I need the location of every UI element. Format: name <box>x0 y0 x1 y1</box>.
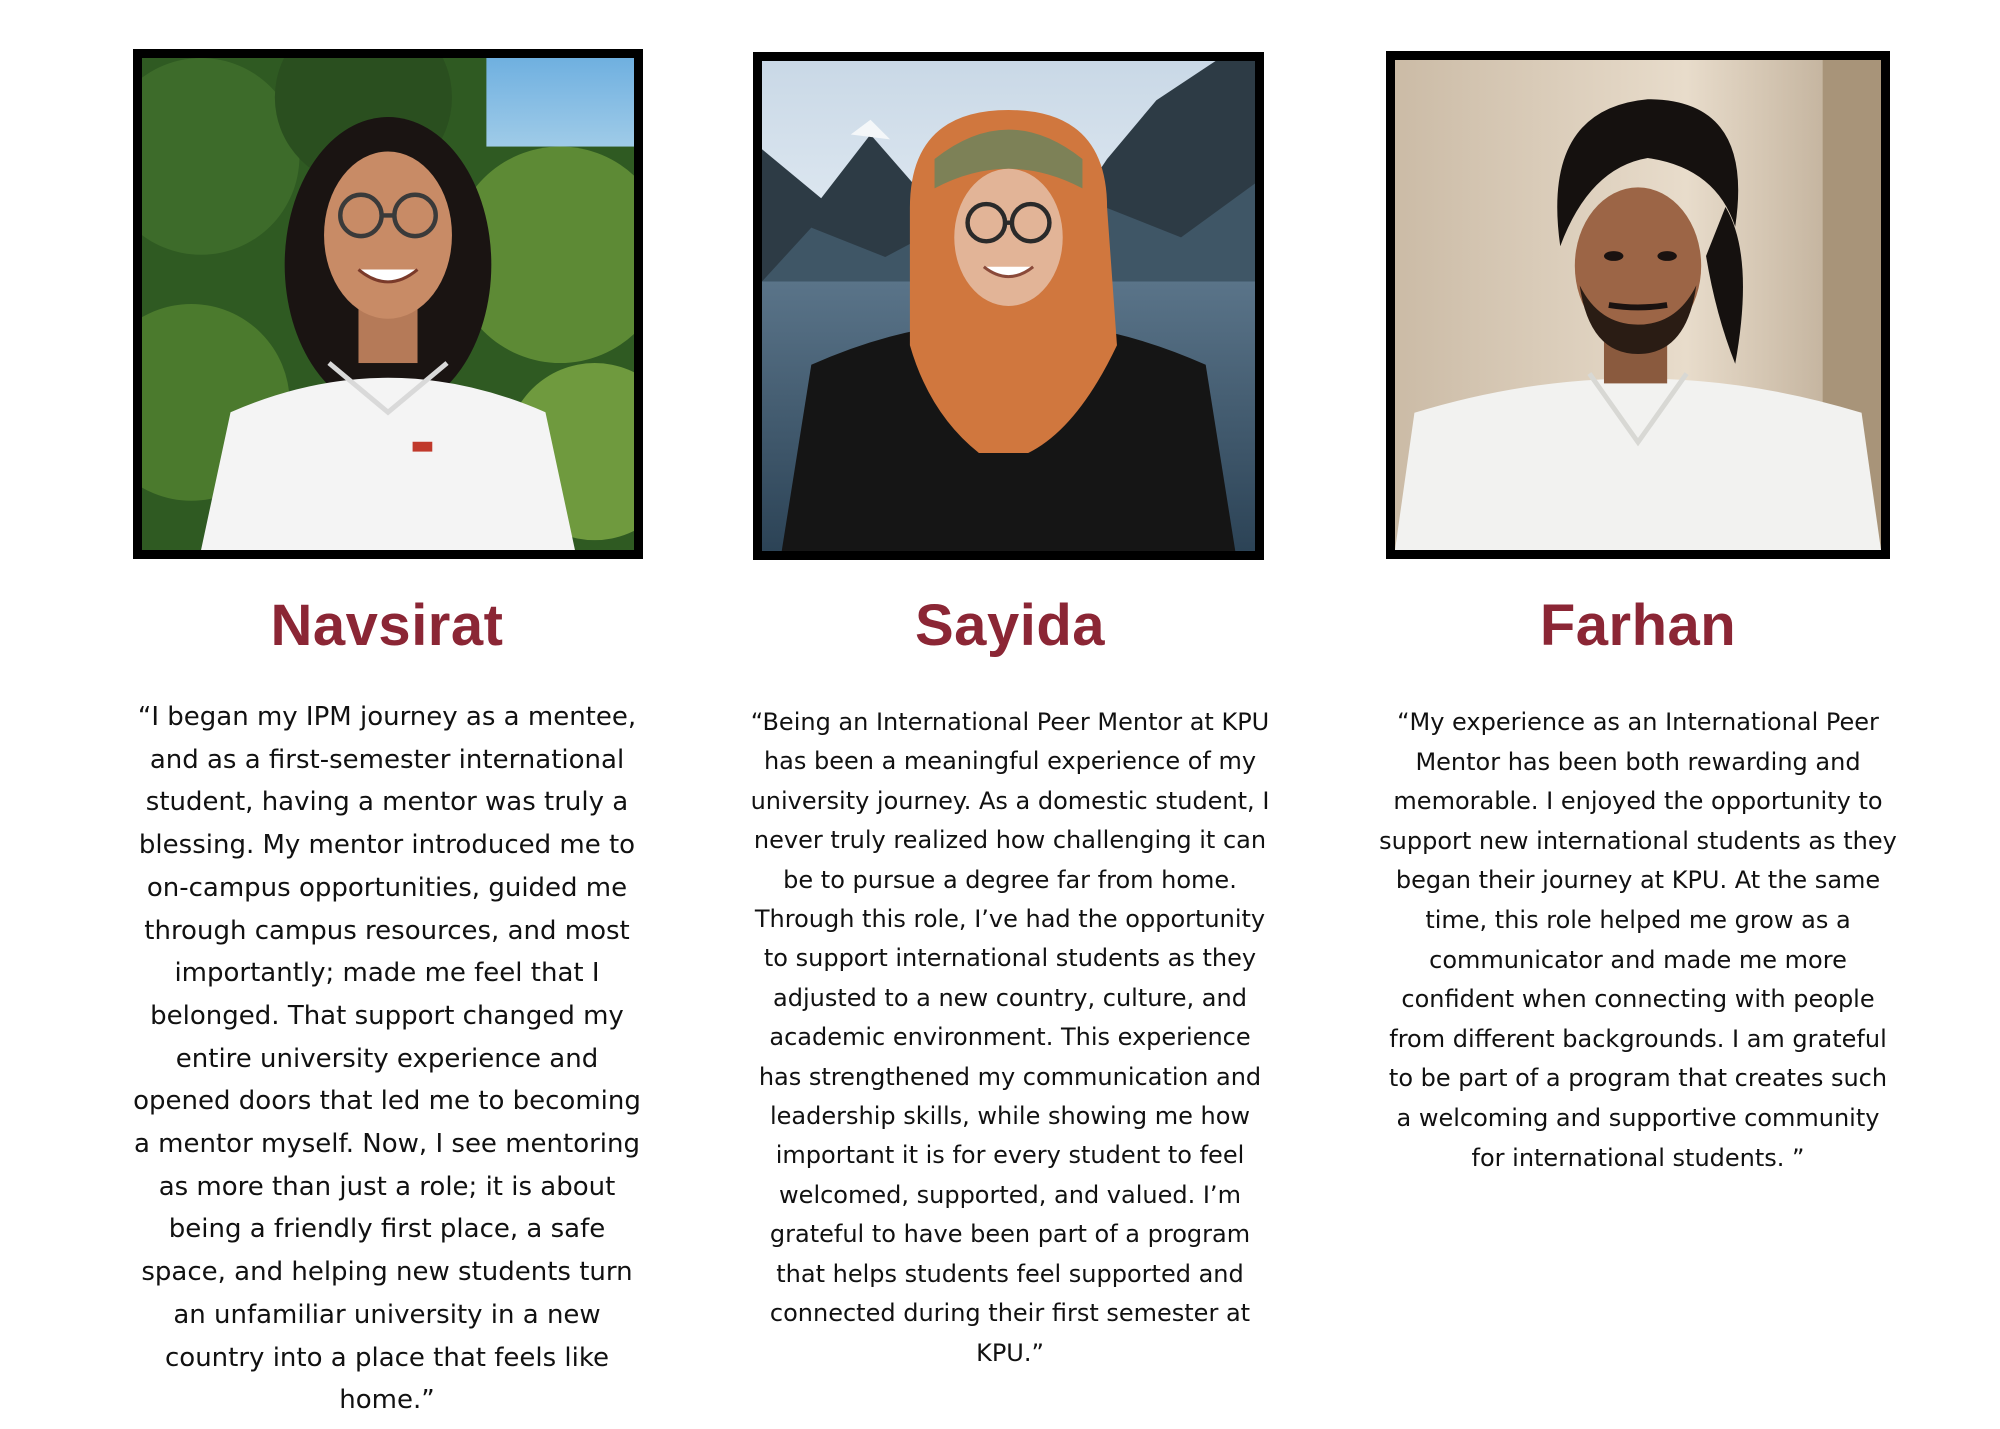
mentor-name: Navsirat <box>270 593 504 658</box>
portrait-photo-icon <box>142 58 634 550</box>
mentor-name: Sayida <box>915 593 1105 658</box>
mentor-quote: “I began my IPM journey as a mentee, and as a first-semester international student, having a mentor was truly a blessing. My mentor introduced me to on-campus opportunities, guided me through campus resources, and most importantly; made me feel that I belonged. That support changed my entire university experience and opened doors that led me to becoming a mentor myself. Now, I see mentoring as more than just a role; it is about being a friendly first place, a safe space, and helping new students turn an unfamiliar university in a new country into a place that feels like home.” <box>133 702 641 1416</box>
mentor-photo-farhan <box>1386 51 1890 559</box>
mentor-quote: “My experience as an International Peer Mentor has been both rewarding and memorable. I enjoyed the opportunity to support new international students as they began their journey at KPU. At the same time, this role helped me grow as a communicator and made me more confident when connecting with people from different backgrounds. I am grateful to be part of a program that creates such a welcoming and supportive community for international students. ” <box>1379 708 1897 1172</box>
mentor-photo-navsirat <box>133 49 643 559</box>
portrait-photo-icon <box>762 61 1255 551</box>
portrait-photo-icon <box>1395 60 1881 550</box>
mentor-photo-sayida <box>753 52 1264 560</box>
mentor-quote: “Being an International Peer Mentor at KPU has been a meaningful experience of my university journey. As a domestic student, I never truly realized how challenging it can be to pursue a degree far from home. Through this role, I’ve had the opportunity to support international students as they adjusted to a new country, culture, and academic environment. This experience has strengthened my communication and leadership skills, while showing me how important it is for every student to feel welcomed, supported, and valued. I’m grateful to have been part of a program that helps students feel supported and connected during their first semester at KPU.” <box>750 708 1270 1367</box>
mentor-name: Farhan <box>1539 593 1737 658</box>
